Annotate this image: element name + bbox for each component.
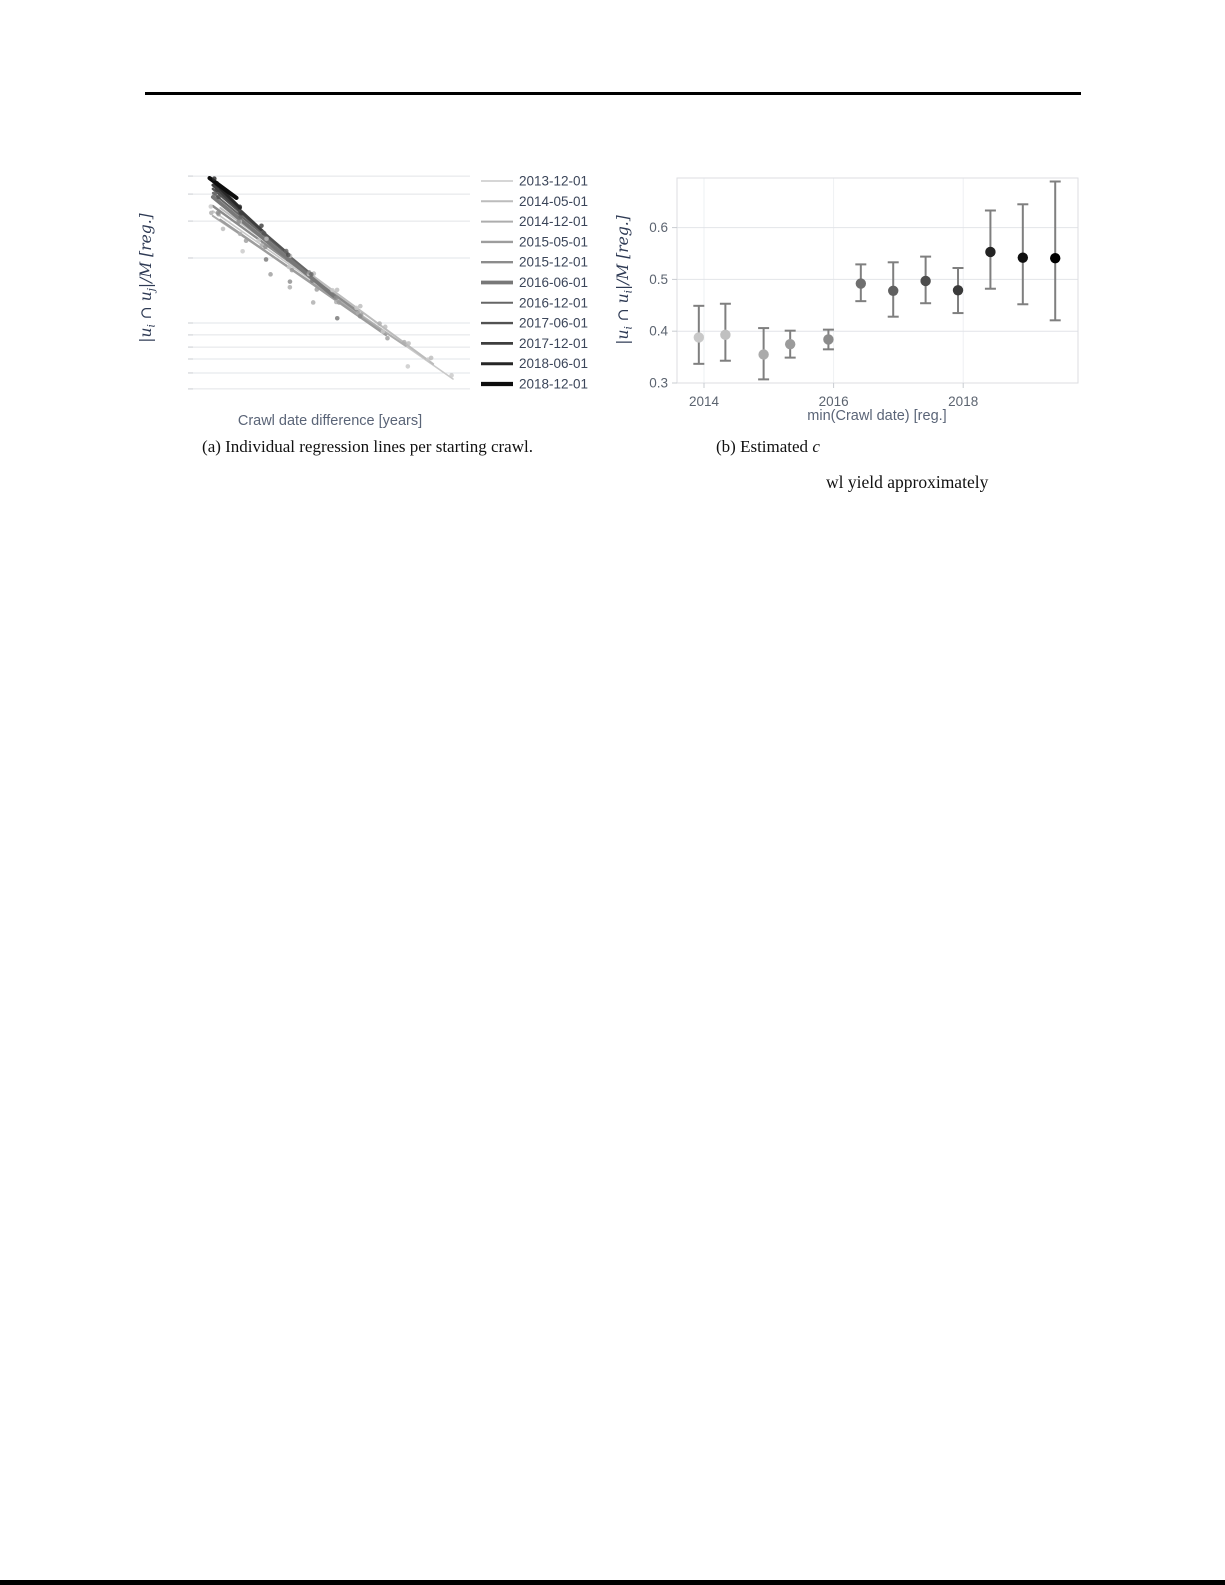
legend-label: 2016-12-01: [519, 295, 589, 311]
legend-label: 2018-06-01: [519, 356, 589, 372]
data-dot: [208, 204, 213, 209]
x-axis-title-b: min(Crawl date) [reg.]: [807, 408, 947, 424]
data-dot: [239, 211, 244, 216]
gridlines-b: [677, 178, 1078, 383]
estimate-point: [855, 264, 866, 301]
y-axis-title-b: $|u_i$ ∩ $u_i|/M$ [reg.]: [614, 215, 635, 345]
chart-regression-lines: [135, 150, 605, 450]
data-dot: [268, 272, 273, 277]
data-dot: [406, 341, 411, 346]
error-bar-points: [693, 181, 1060, 379]
data-dot: [406, 364, 411, 369]
x-tick-label: 2016: [818, 394, 849, 409]
legend-label: 2013-12-01: [519, 173, 589, 189]
data-dot: [216, 195, 221, 200]
data-dot: [337, 300, 342, 305]
data-dot: [236, 219, 241, 224]
regression-lines: [210, 178, 453, 379]
legend-item: [481, 234, 588, 249]
estimate-dot: [856, 278, 866, 288]
legend-item: [481, 316, 588, 331]
caption-b-text: (b) Estimated: [716, 437, 813, 456]
data-dot: [262, 231, 267, 236]
legend-label: 2017-12-01: [519, 335, 589, 351]
estimate-dot: [1050, 253, 1060, 263]
axes-b: [649, 178, 1078, 409]
data-dot: [383, 325, 388, 330]
data-dot: [288, 279, 293, 284]
estimate-dot: [888, 286, 898, 296]
data-dot: [264, 257, 269, 262]
data-dot: [311, 300, 316, 305]
top-rule: [145, 92, 1081, 95]
caption-subfigure-b: [716, 437, 820, 457]
estimate-point: [888, 262, 899, 316]
data-dot: [358, 304, 363, 309]
x-tick-label: 2014: [688, 394, 720, 409]
estimate-dot: [720, 330, 730, 340]
data-dot: [334, 295, 339, 300]
estimate-point: [758, 328, 769, 379]
caption-subfigure-a: (a) Individual regression lines per starting crawl.: [202, 437, 533, 456]
data-dot: [214, 181, 219, 186]
estimate-point: [953, 268, 964, 313]
legend-label: 2017-06-01: [519, 315, 589, 331]
estimate-point: [1017, 204, 1028, 304]
data-dot: [240, 249, 245, 254]
legend-label: 2014-05-01: [519, 193, 589, 209]
data-dot: [449, 373, 454, 378]
y-tick-label: 0.3: [649, 375, 668, 391]
estimate-dot: [953, 285, 963, 295]
view-border: [677, 178, 1078, 383]
data-dot: [286, 253, 291, 258]
regression-line: [213, 197, 335, 297]
data-dot: [221, 227, 226, 232]
estimate-dot: [785, 339, 795, 349]
data-dot: [264, 236, 269, 241]
data-dot: [238, 205, 243, 210]
estimate-dot: [1018, 252, 1028, 262]
data-dot: [238, 232, 243, 237]
estimate-point: [1050, 181, 1061, 320]
legend-item: [481, 194, 588, 209]
legend-item: [481, 377, 588, 392]
data-dot: [288, 285, 293, 290]
caption-b-symbol: c: [812, 437, 820, 456]
data-dot: [215, 188, 220, 193]
legend-label: 2014-12-01: [519, 214, 589, 230]
legend-item: [481, 336, 588, 351]
data-dot: [330, 288, 335, 293]
x-axis-title-a: Crawl date difference [years]: [237, 413, 423, 429]
data-dot: [256, 238, 261, 243]
estimate-dot: [985, 247, 995, 257]
data-dot: [259, 223, 264, 228]
bottom-rule: [0, 1580, 1225, 1585]
legend-label: 2016-06-01: [519, 275, 589, 290]
data-dot: [216, 210, 221, 215]
estimate-point: [985, 211, 996, 289]
data-dot: [381, 329, 386, 334]
data-dot: [358, 314, 363, 319]
legend-item: [481, 356, 588, 371]
truncated-body-text: wl yield approximately: [826, 472, 989, 492]
legend-item: [481, 295, 588, 310]
data-dot: [244, 238, 249, 243]
legend-item: [481, 255, 588, 270]
data-dot: [385, 336, 390, 341]
estimate-point: [720, 304, 731, 361]
y-tick-label: 0.4: [649, 323, 668, 339]
legend-label: 2018-12-01: [519, 376, 589, 392]
data-dot: [377, 321, 382, 326]
data-dot: [310, 278, 315, 283]
data-dot: [290, 268, 295, 273]
estimate-point: [693, 306, 704, 364]
data-dot: [309, 272, 314, 277]
legend-a: [481, 174, 588, 392]
estimate-dot: [758, 349, 768, 359]
legend-item: [481, 214, 588, 229]
x-tick-label: 2018: [948, 394, 979, 409]
data-dot: [335, 316, 340, 321]
estimate-dot: [823, 334, 833, 344]
chart-estimated-c: [610, 150, 1090, 470]
data-dot: [286, 257, 291, 262]
legend-label: 2015-12-01: [519, 254, 589, 270]
y-tick-label: 0.5: [649, 271, 668, 287]
estimate-dot: [694, 332, 704, 342]
legend-item: [481, 275, 588, 290]
data-dot: [335, 288, 340, 293]
y-tick-label: 0.6: [649, 220, 668, 236]
estimate-point: [823, 330, 834, 350]
estimate-point: [785, 331, 796, 358]
data-dot: [212, 176, 217, 181]
estimate-dot: [920, 276, 930, 286]
data-dot: [402, 340, 407, 345]
data-dot: [263, 245, 268, 250]
data-dot: [314, 287, 319, 292]
legend-label: 2015-05-01: [519, 234, 589, 250]
data-dot: [429, 356, 434, 361]
legend-item: [481, 174, 588, 189]
data-dot: [209, 211, 214, 216]
y-axis-title-a: $|u_i$ ∩ $u_j|/M$ [reg.]: [137, 213, 158, 343]
estimate-point: [920, 257, 931, 304]
